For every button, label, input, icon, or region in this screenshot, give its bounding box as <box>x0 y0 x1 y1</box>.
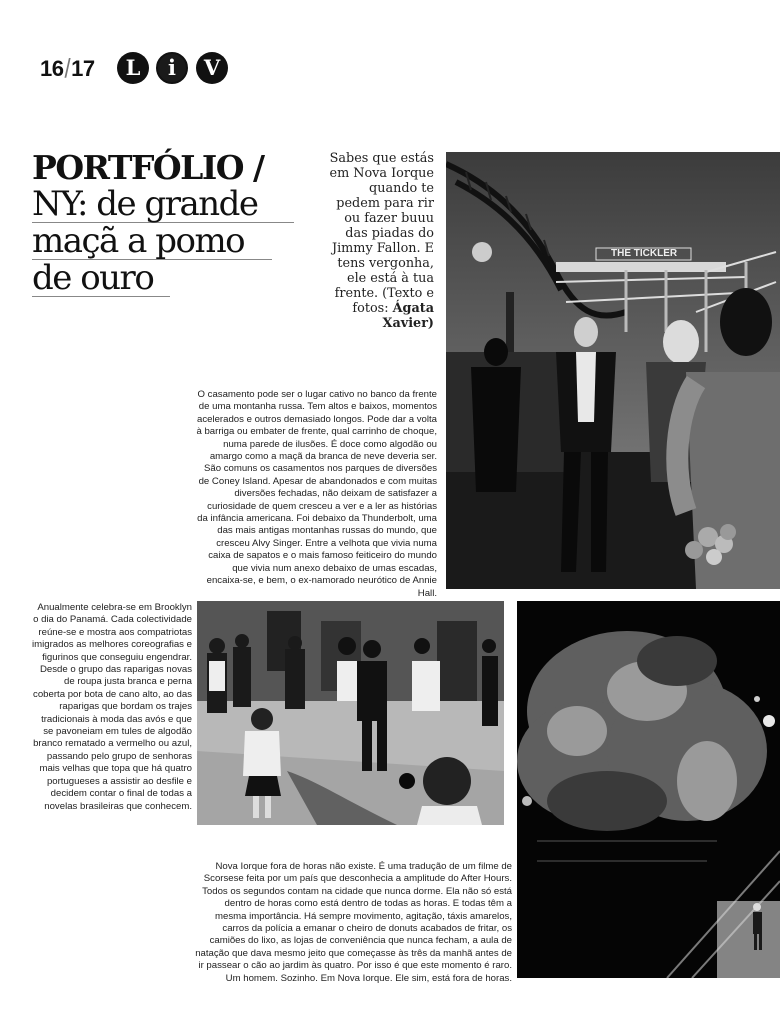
intro-author: Ágata Xavier) <box>382 301 434 331</box>
logo-letter-v: V <box>196 52 228 84</box>
photo-night-park <box>517 601 780 978</box>
page-number-right: 17 <box>71 56 95 81</box>
intro-text <box>328 151 434 331</box>
tickler-sign: THE TICKLER <box>611 248 678 259</box>
title-line-1: PORTFÓLIO / <box>32 148 264 187</box>
photo-coney-island-wedding <box>446 152 780 589</box>
logo-letter-i: i <box>156 52 188 84</box>
title-line-4: de ouro <box>32 260 170 297</box>
article-paragraph-coney-island: O casamento pode ser o lugar cativo no banco da frente de uma montanha russa. Tem altos e baixos, momentos acelerados e outros demasiado longos. Pode dar a volta à barriga ou embater de frente, qual carrinho de choque, numa parede de ilusões. É doce como algodão ou amargo como a maçã da branca de neve deveria ser. São comuns os casamentos nos parques de diversões de Coney Island. Apesar de abandonados e com muitas diversões fechadas, não deixam de satisfazer a curiosidade de quem cresceu a ver e a ler as histórias da infância americana. Foi debaixo da Thunderbolt, uma das mais antigas montanhas russas do mundo, que cresceu Alvy Singer. Entre a velhota que vivia numa caixa de sapatos e o mais famoso feiticeiro do mundo que vivia num anexo debaixo de umas escadas, encaixa-se, e bem, o ex-namorado neurótico de Annie Hall. <box>196 389 437 599</box>
article-paragraph-after-hours: Nova Iorque fora de horas não existe. É uma tradução de um filme de Scorsese feita por um país que desconhecia a amplitude do After Hours. Todos os segundos contam na cidade que nunca dorme. Ela não só está dentro de horas como está dentro de todas as horas. E todas têm a mesma importância. Há sempre movimento, agitação, táxis amarelos, carros da polícia a emanar o cheiro de donuts acabados de fritar, os camiões do lixo, as lojas de conveniência que nunca fecham, a aula de natação que dava mesmo jeito que começasse às três da manhã antes de ir passear o cão ao jardim às quatro. Por isso é que este momento é raro. Um homem. Sozinho. Em Nova Iorque. Ele sim, está fora de horas. <box>195 861 512 984</box>
page-number-left: 16 <box>40 56 64 81</box>
title-line-3: maçã a pomo <box>32 223 272 260</box>
intro-body: Sabes que estás em Nova Iorque quando te pedem para rir ou fazer buuu das piadas do Jimmy Fallon. E tens vergonha, ele está à tua frente. (Texto e fotos: <box>329 151 434 316</box>
title-line-2: NY: de grande <box>32 186 294 223</box>
logo-letter-l: L <box>117 52 149 84</box>
photo-panama-day-parade <box>197 601 504 825</box>
page-numbers: 16/17 <box>40 53 95 84</box>
portfolio-title <box>32 150 322 297</box>
article-paragraph-panama-day: Anualmente celebra-se em Brooklyn o dia do Panamá. Cada colectividade reúne-se e mostra aos compatriotas imigrados as melhores coreografias e figurinos que conseguiu engendrar. Desde o grupo das raparigas novas de roupa justa branca e perna coberta por bota de cano alto, ao das raparigas que bordam os trajes tradicionais à moda das avós e que se pavoneiam em tules de algodão branco rematado a vermelho ou azul, passando pelo grupo de senhoras mais velhas que topa que há quatro portugueses a assistir ao desfile e decidem contar o final de todas a novelas brasileiras que conhecem. <box>32 602 192 812</box>
